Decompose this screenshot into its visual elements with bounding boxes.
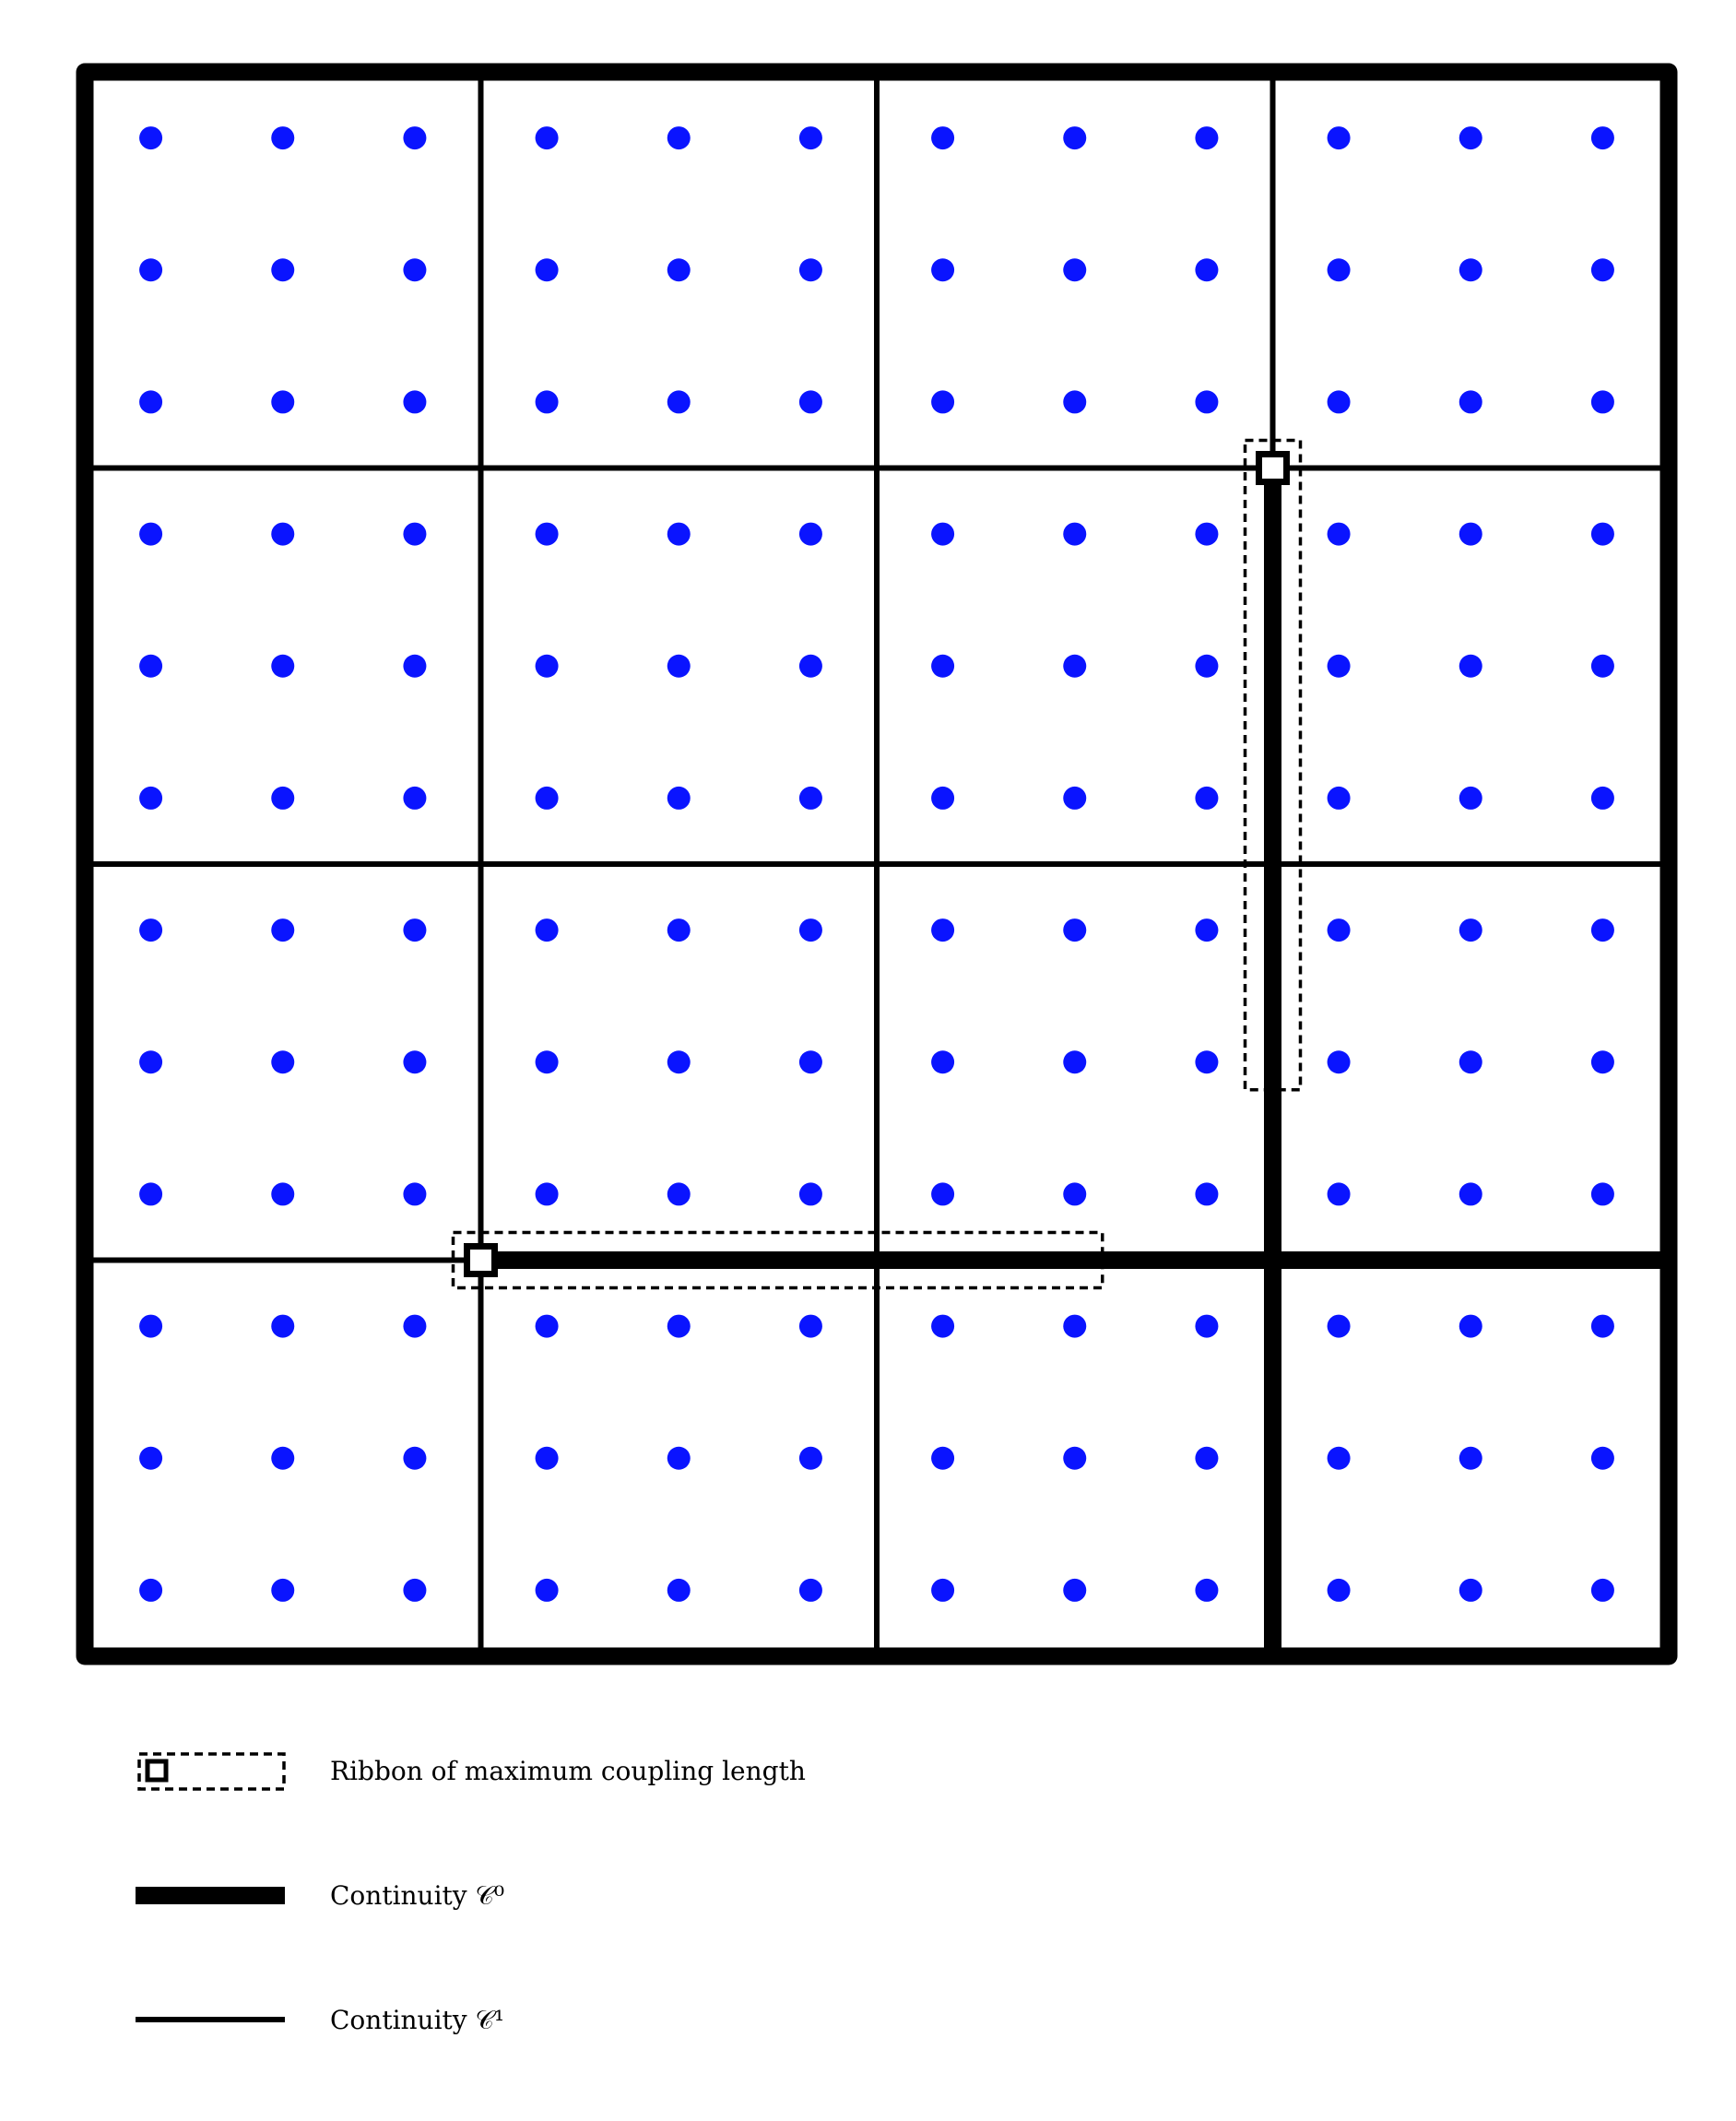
control-point <box>403 258 426 281</box>
control-point <box>667 918 691 942</box>
control-point <box>1328 1447 1351 1470</box>
control-point <box>403 390 426 413</box>
control-point <box>536 787 559 810</box>
control-point <box>799 1579 822 1602</box>
control-point <box>139 1447 162 1470</box>
control-point <box>931 1579 954 1602</box>
control-point <box>536 126 559 149</box>
control-point <box>139 390 162 413</box>
control-point <box>1195 126 1218 149</box>
control-point <box>931 1182 954 1205</box>
control-point <box>667 1182 691 1205</box>
control-point <box>1459 1315 1482 1338</box>
thin-line-icon <box>136 2017 285 2022</box>
control-point <box>139 258 162 281</box>
control-point <box>1328 655 1351 678</box>
control-point <box>1063 787 1086 810</box>
ribbon-marker <box>467 1247 495 1274</box>
control-point <box>799 390 822 413</box>
control-point <box>271 918 294 942</box>
control-point <box>536 390 559 413</box>
control-point <box>1063 1315 1086 1338</box>
control-point <box>271 1315 294 1338</box>
control-point <box>1328 918 1351 942</box>
control-point <box>1591 126 1614 149</box>
control-point <box>1328 1182 1351 1205</box>
control-point <box>1063 126 1086 149</box>
control-point <box>1459 787 1482 810</box>
control-point <box>1063 390 1086 413</box>
control-point <box>931 787 954 810</box>
control-point <box>139 918 162 942</box>
control-point <box>1195 918 1218 942</box>
control-point <box>139 1579 162 1602</box>
control-point <box>536 1447 559 1470</box>
control-point <box>536 523 559 546</box>
control-point <box>1195 1050 1218 1073</box>
control-point <box>271 1050 294 1073</box>
control-point <box>536 918 559 942</box>
control-point <box>667 390 691 413</box>
control-point <box>1591 918 1614 942</box>
control-point <box>1328 1050 1351 1073</box>
legend-label-ribbon: Ribbon of maximum coupling length <box>330 1756 806 1786</box>
control-point <box>403 1579 426 1602</box>
control-point <box>271 258 294 281</box>
control-point <box>1195 1447 1218 1470</box>
control-point <box>1195 390 1218 413</box>
control-point <box>1459 1579 1482 1602</box>
control-point <box>1591 390 1614 413</box>
control-point <box>931 918 954 942</box>
control-point <box>403 1050 426 1073</box>
control-point <box>403 1447 426 1470</box>
control-point <box>271 390 294 413</box>
control-point <box>799 1050 822 1073</box>
control-point <box>271 655 294 678</box>
control-point <box>1459 523 1482 546</box>
control-point <box>139 1050 162 1073</box>
control-point <box>667 787 691 810</box>
control-point <box>1063 523 1086 546</box>
control-point <box>536 1182 559 1205</box>
control-point <box>931 523 954 546</box>
control-point <box>1195 523 1218 546</box>
control-point <box>799 1315 822 1338</box>
control-point <box>1591 523 1614 546</box>
control-point <box>667 258 691 281</box>
control-point <box>1328 126 1351 149</box>
control-point <box>799 1182 822 1205</box>
control-point <box>799 918 822 942</box>
control-point <box>536 1050 559 1073</box>
control-point <box>799 523 822 546</box>
control-point <box>139 523 162 546</box>
control-point <box>139 126 162 149</box>
control-point <box>1591 1050 1614 1073</box>
control-point <box>931 258 954 281</box>
control-point <box>931 126 954 149</box>
control-point <box>1459 126 1482 149</box>
control-point <box>1195 1315 1218 1338</box>
control-point <box>799 126 822 149</box>
control-point <box>799 787 822 810</box>
control-point <box>1063 1447 1086 1470</box>
control-point <box>1063 1182 1086 1205</box>
legend-label-c0: Continuity 𝒞⁰ <box>330 1880 505 1911</box>
control-point <box>1328 787 1351 810</box>
control-point <box>1195 787 1218 810</box>
control-point <box>931 1447 954 1470</box>
ribbon-marker-icon <box>148 1761 166 1780</box>
control-point <box>403 787 426 810</box>
control-point <box>1459 918 1482 942</box>
control-point <box>1063 918 1086 942</box>
control-point <box>403 126 426 149</box>
control-point <box>403 1182 426 1205</box>
control-point <box>1328 390 1351 413</box>
control-point <box>271 1579 294 1602</box>
control-point <box>799 655 822 678</box>
control-point <box>1591 655 1614 678</box>
control-point <box>1591 258 1614 281</box>
control-point <box>1195 258 1218 281</box>
control-point <box>1063 655 1086 678</box>
control-point <box>1328 258 1351 281</box>
control-point <box>667 126 691 149</box>
control-point <box>1459 258 1482 281</box>
control-point <box>271 1182 294 1205</box>
control-point <box>667 1579 691 1602</box>
control-point <box>271 523 294 546</box>
legend <box>136 1754 806 2035</box>
control-point <box>403 655 426 678</box>
control-point <box>1328 1315 1351 1338</box>
control-point <box>667 655 691 678</box>
control-point <box>271 126 294 149</box>
control-point <box>139 655 162 678</box>
control-point <box>139 787 162 810</box>
control-point <box>1195 1182 1218 1205</box>
c1-interfaces <box>85 72 1669 1656</box>
ribbon-marker <box>1259 455 1287 482</box>
control-point <box>931 1050 954 1073</box>
control-point <box>1063 1579 1086 1602</box>
control-point <box>536 1579 559 1602</box>
control-point <box>139 1315 162 1338</box>
legend-item-c0 <box>136 1880 504 1911</box>
control-point <box>271 1447 294 1470</box>
control-point <box>1063 258 1086 281</box>
control-point <box>403 1315 426 1338</box>
control-point <box>1195 1579 1218 1602</box>
control-point <box>271 787 294 810</box>
control-point <box>667 1050 691 1073</box>
control-point <box>1459 390 1482 413</box>
legend-item-c1 <box>136 2005 504 2035</box>
control-point <box>536 1315 559 1338</box>
control-point <box>667 523 691 546</box>
legend-label-c1: Continuity 𝒞¹ <box>330 2005 505 2035</box>
control-point <box>799 258 822 281</box>
thick-line-icon <box>136 1887 285 1904</box>
control-point <box>1328 523 1351 546</box>
control-point <box>536 655 559 678</box>
control-point <box>1591 1447 1614 1470</box>
control-point <box>931 655 954 678</box>
control-point <box>1591 1182 1614 1205</box>
control-point <box>1459 655 1482 678</box>
control-point <box>1195 655 1218 678</box>
control-point <box>1591 1579 1614 1602</box>
control-point <box>403 918 426 942</box>
control-point <box>931 390 954 413</box>
control-point <box>667 1447 691 1470</box>
control-point <box>1459 1182 1482 1205</box>
control-point <box>667 1315 691 1338</box>
control-point <box>799 1447 822 1470</box>
control-point <box>1459 1447 1482 1470</box>
control-point <box>403 523 426 546</box>
control-point <box>1591 787 1614 810</box>
control-point <box>139 1182 162 1205</box>
control-point <box>536 258 559 281</box>
control-point <box>1459 1050 1482 1073</box>
control-point <box>1591 1315 1614 1338</box>
legend-item-ribbon <box>139 1754 806 1789</box>
control-point <box>1063 1050 1086 1073</box>
control-point <box>1328 1579 1351 1602</box>
control-point <box>931 1315 954 1338</box>
